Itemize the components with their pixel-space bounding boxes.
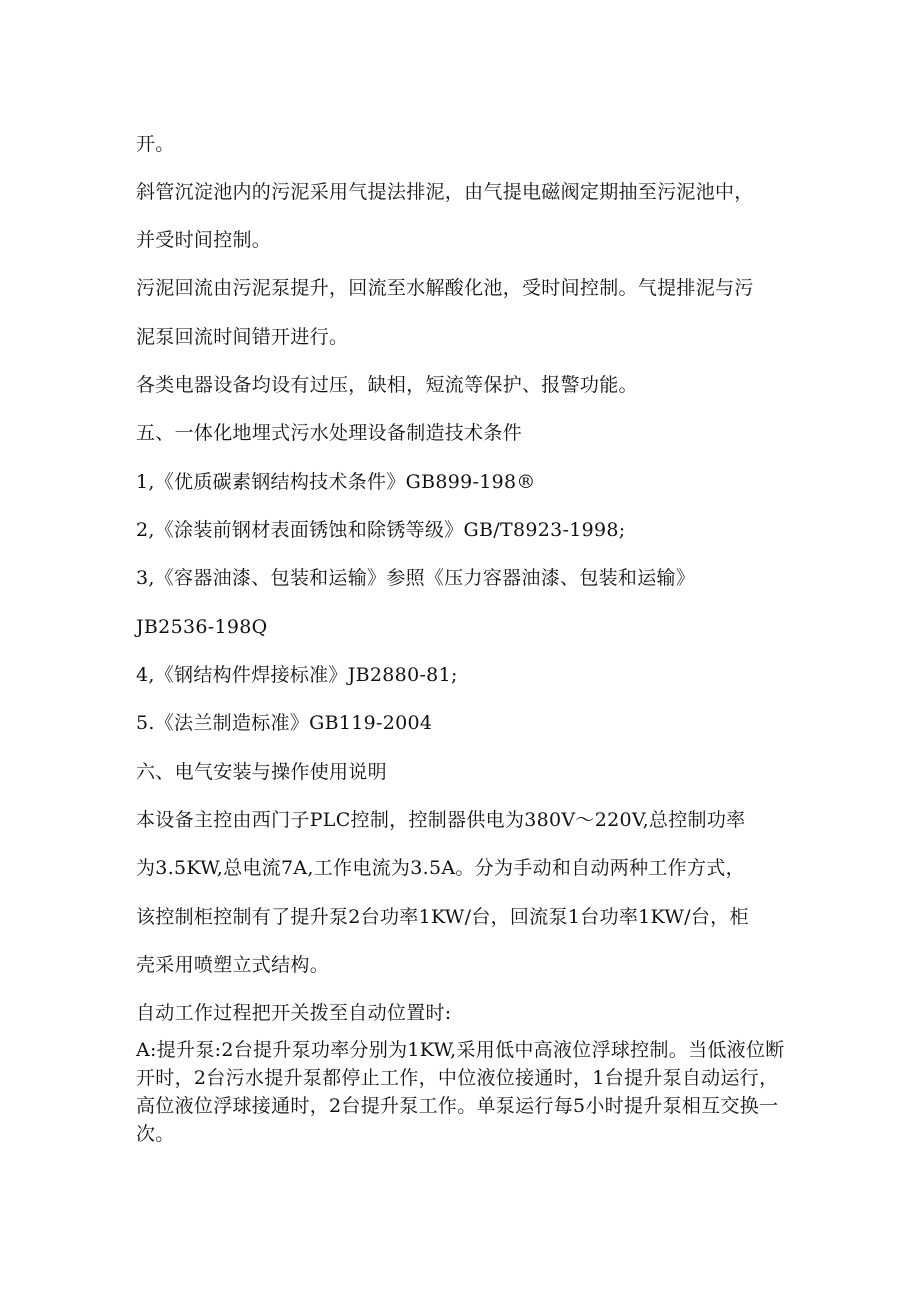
text-line: 各类电器设备均设有过压，缺相，短流等保护、报警功能。 <box>136 374 638 396</box>
text-line: 壳采用喷塑立式结构。 <box>136 954 330 976</box>
section-heading: 六、电气安装与操作使用说明 <box>136 761 387 783</box>
standard-item: JB2536-198Q <box>136 616 268 638</box>
text-line: 污泥回流由污泥泵提升，回流至水解酸化池，受时间控制。气提排泥与污 <box>136 277 754 299</box>
text-line: 斜管沉淀池内的污泥采用气提法排泥，由气提电磁阀定期抽至污泥池中， <box>136 181 754 203</box>
final-paragraph: A:提升泵:2台提升泵功率分别为1KW,采用低中高液位浮球控制。当低液位断开时，2台污水提升泵都停止工作，中位液位接通时，1台提升泵自动运行，高位液位浮球接通时，2台提升泵工作。单泵运行每5小时提升泵相互交换一次。 <box>136 1039 785 1145</box>
text-line: 自动工作过程把开关拨至自动位置时: <box>136 1002 452 1024</box>
text-line: 泥泵回流时间错开进行。 <box>136 326 349 348</box>
standard-item: 1,《优质碳素钢结构技术条件》GB899-198® <box>136 471 536 493</box>
text-line: 为3.5KW,总电流7A,工作电流为3.5A。分为手动和自动两种工作方式， <box>136 857 745 879</box>
section-heading: 五、一体化地埋式污水处理设备制造技术条件 <box>136 422 523 444</box>
text-line: 本设备主控由西门子PLC控制，控制器供电为380V〜220V,总控制功率 <box>136 809 746 831</box>
text-line: 开。 <box>136 133 175 155</box>
standard-item: 5.《法兰制造标准》GB119-2004 <box>136 712 433 734</box>
text-line: 该控制柜控制有了提升泵2台功率1KW/台，回流泵1台功率1KW/台，柜 <box>136 906 749 928</box>
standard-item: 4,《钢结构件焊接标准》JB2880-81; <box>136 664 458 686</box>
standard-item: 3,《容器油漆、包装和运输》参照《压力容器油漆、包装和运输》 <box>136 567 696 589</box>
standard-item: 2,《涂装前钢材表面锈蚀和除锈等级》GB/T8923-1998; <box>136 519 626 541</box>
text-line: 并受时间控制。 <box>136 229 272 251</box>
